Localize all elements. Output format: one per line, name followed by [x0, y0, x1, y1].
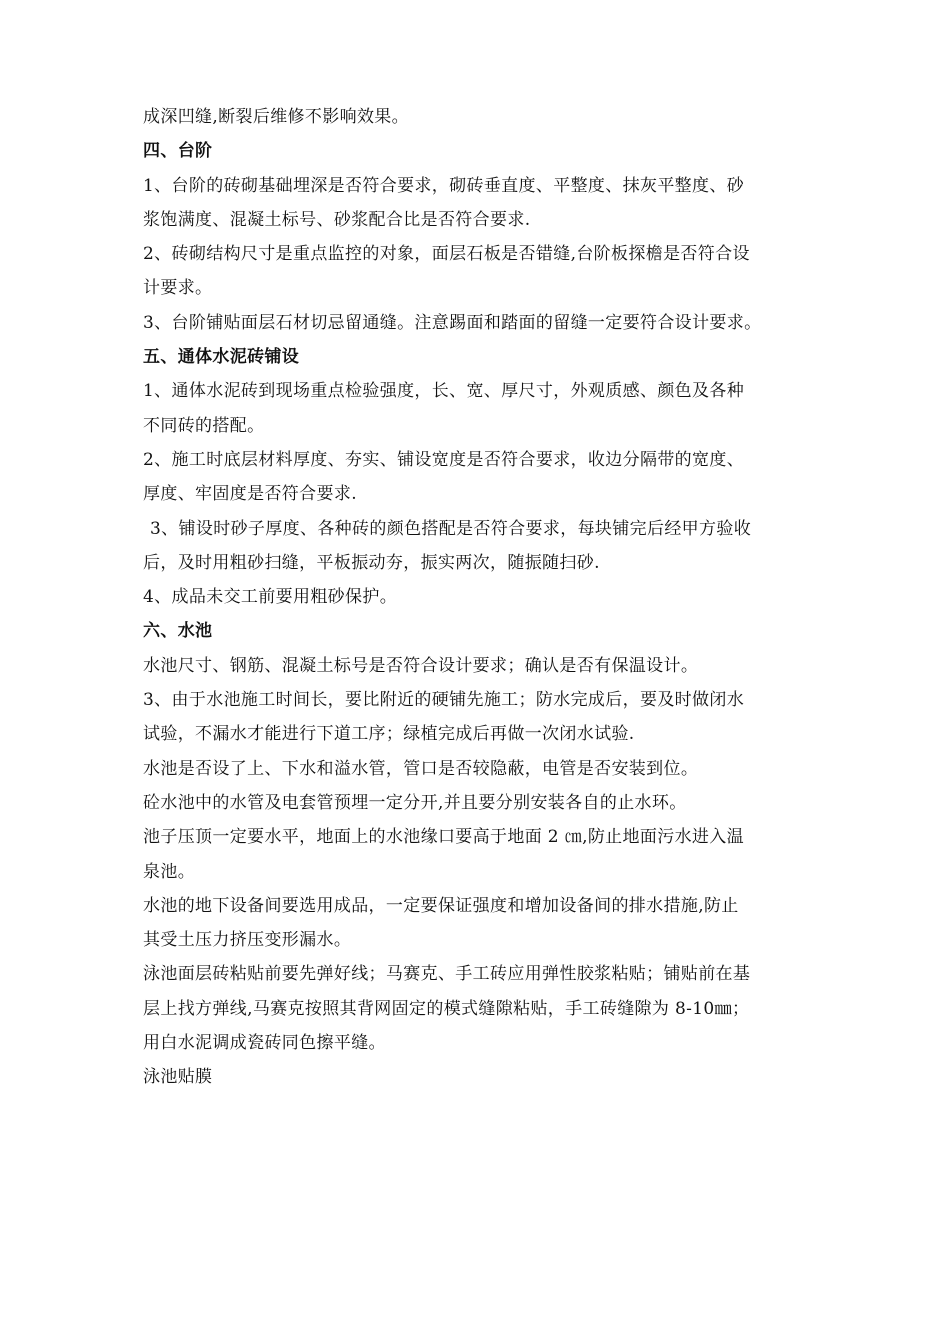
text-line: 泳池面层砖粘贴前要先弹好线；马赛克、手工砖应用弹性胶浆粘贴；铺贴前在基	[143, 964, 751, 985]
text-line: 试验，不漏水才能进行下道工序；绿植完成后再做一次闭水试验.	[143, 724, 635, 745]
text-line: 水池尺寸、钢筋、混凝土标号是否符合设计要求；确认是否有保温设计。	[143, 655, 699, 676]
text-line: 后，及时用粗砂扫缝，平板振动夯，振实两次，随振随扫砂.	[143, 552, 600, 573]
text-line: 1、通体水泥砖到现场重点检验强度，长、宽、厚尺寸，外观质感、颜色及各种	[143, 381, 745, 402]
text-line: 浆饱满度、混凝土标号、砂浆配合比是否符合要求.	[143, 209, 531, 230]
text-line: 4、成品未交工前要用粗砂保护。	[143, 587, 398, 608]
text-line: 成深凹缝,断裂后维修不影响效果。	[143, 107, 410, 127]
text-line: 计要求。	[143, 278, 213, 299]
text-line: 不同砖的搭配。	[143, 415, 265, 436]
section-heading: 四、台阶	[143, 141, 213, 162]
text-line: 水池的地下设备间要选用成品，一定要保证强度和增加设备间的排水措施,防止	[143, 895, 739, 916]
text-line: 层上找方弹线,马赛克按照其背网固定的模式缝隙粘贴，手工砖缝隙为 8-10㎜；	[143, 998, 750, 1019]
text-line: 3、台阶铺贴面层石材切忌留通缝。注意踢面和踏面的留缝一定要符合设计要求。	[143, 312, 762, 333]
text-line: 用白水泥调成瓷砖同色擦平缝。	[143, 1033, 386, 1054]
text-line: 水池是否设了上、下水和溢水管，管口是否较隐蔽，电管是否安装到位。	[143, 758, 699, 779]
text-line: 厚度、牢固度是否符合要求.	[143, 484, 357, 505]
text-line: 泉池。	[143, 861, 196, 882]
section-heading: 五、通体水泥砖铺设	[143, 347, 300, 368]
text-line: 3、铺设时砂子厚度、各种砖的颜色搭配是否符合要求，每块铺完后经甲方验收	[150, 518, 752, 539]
text-line: 2、施工时底层材料厚度、夯实、铺设宽度是否符合要求，收边分隔带的宽度、	[143, 449, 745, 470]
text-line: 池子压顶一定要水平，地面上的水池缘口要高于地面 2 ㎝,防止地面污水进入温	[143, 827, 744, 848]
text-line: 其受土压力挤压变形漏水。	[143, 930, 352, 951]
document-body	[143, 100, 815, 1095]
text-line: 砼水池中的水管及电套管预埋一定分开,并且要分别安装各自的止水环。	[143, 792, 687, 813]
section-heading: 六、水池	[143, 621, 213, 642]
text-line: 1、台阶的砖砌基础埋深是否符合要求，砌砖垂直度、平整度、抹灰平整度、砂	[143, 175, 745, 196]
text-line: 3、由于水池施工时间长，要比附近的硬铺先施工；防水完成后，要及时做闭水	[143, 690, 745, 711]
text-line: 泳池贴膜	[143, 1067, 213, 1088]
text-line: 2、砖砌结构尺寸是重点监控的对象，面层石板是否错缝,台阶板探檐是否符合设	[143, 244, 750, 265]
